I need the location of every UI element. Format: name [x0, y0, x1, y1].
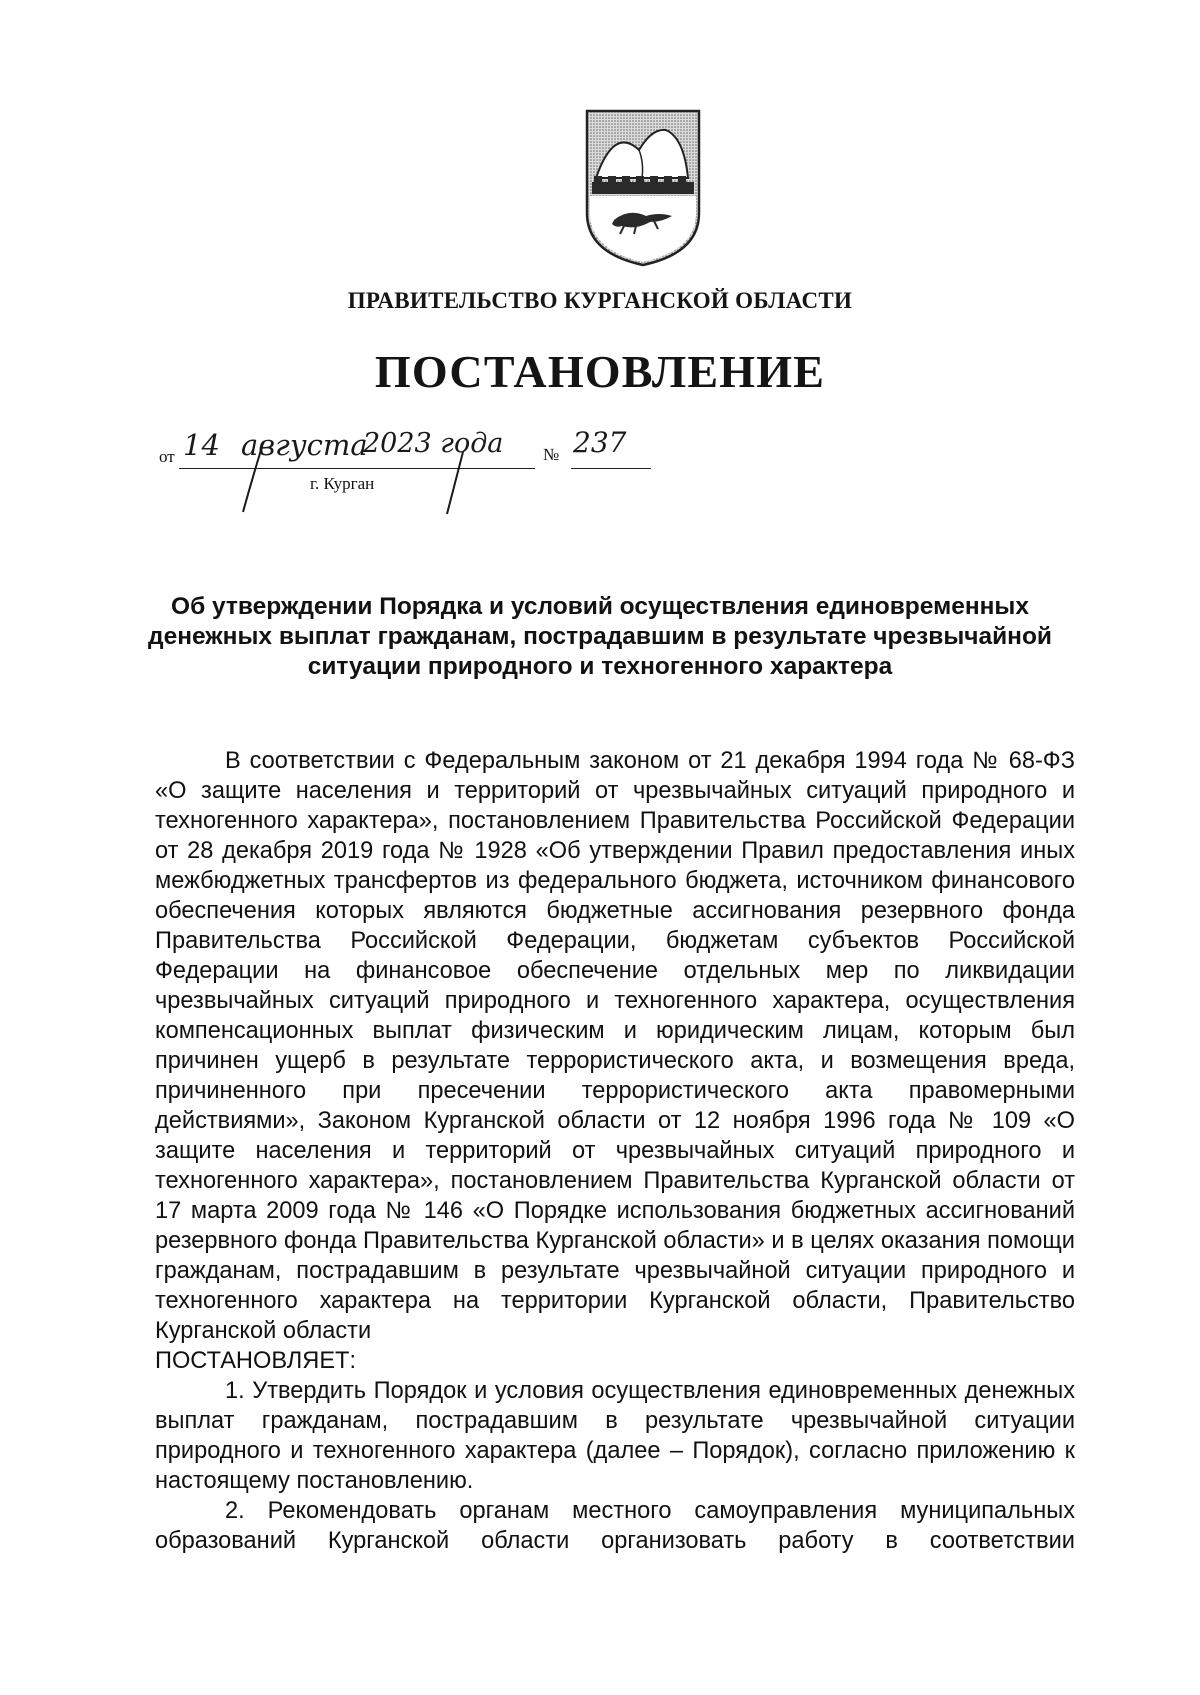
document-type-heading: ПОСТАНОВЛЕНИЕ [374, 346, 826, 397]
coat-of-arms-icon [584, 108, 702, 268]
title-line: Об утверждении Порядка и условий осуществления единовременных [171, 593, 1029, 620]
title-line: денежных выплат гражданам, пострадавшим в результате чрезвычайной [148, 623, 1052, 650]
handwriting-strokes-icon [155, 428, 675, 518]
date-prefix: от [159, 447, 175, 466]
issue-date-block [155, 428, 675, 518]
issue-day: 14 [183, 428, 220, 462]
resolves-word: ПОСТАНОВЛЯЕТ: [155, 1348, 357, 1374]
issue-month: августа [241, 428, 368, 462]
title-line: ситуации природного и техногенного характера [307, 653, 893, 680]
issue-city: г. Курган [310, 474, 375, 493]
document-body [155, 746, 1075, 1556]
issue-number: 237 [573, 426, 627, 459]
document-title [120, 592, 1080, 682]
government-name: ПРАВИТЕЛЬСТВО КУРГАНСКОЙ ОБЛАСТИ [347, 288, 853, 313]
item-1-paragraph: 1. Утвердить Порядок и условия осуществления единовременных денежных выплат гражданам, пострадавшим в результате чрезвычайной ситуации природного и техногенного характера (далее – Порядок), согласно приложению к настоящему постановлению. [155, 1378, 1075, 1494]
number-label: № [543, 445, 560, 464]
item-2-paragraph: 2. Рекомендовать органам местного самоуправления муниципальных образований Курганской области организовать работу в соответствии [155, 1498, 1075, 1554]
preamble-paragraph: В соответствии с Федеральным законом от 21 декабря 1994 года № 68-ФЗ «О защите населения и территорий от чрезвычайных ситуаций природного и техногенного характера», постановлением Правительства Российской Федерации от 28 декабря 2019 года № 1928 «Об утверждении Правил предоставления иных межбюджетных трансфертов из федерального бюджета, источником финансового обеспечения которых являются бюджетные ассигнования резервного фонда Правительства Российской Федерации, бюджетам субъектов Российской Федерации на финансовое обеспечение отдельных мер по ликвидации чрезвычайных ситуаций природного и техногенного характера, осуществления компенсационных выплат физическим и юридическим лицам, которым был причинен ущерб в результате террористического акта, и возмещения вреда, причиненного при пресечении террористического акта правомерными действиями», Законом Курганской области от 12 ноября 1996 года № 109 «О защите населения и территорий от чрезвычайных ситуаций природного и техногенного характера», постановлением Правительства Курганской области от 17 марта 2009 года № 146 «О Порядке использования бюджетных ассигнований резервного фонда Правительства Курганской области» и в целях оказания помощи гражданам, пострадавшим в результате чрезвычайной ситуации природного и техногенного характера на территории Курганской области, Правительство Курганской области [155, 748, 1075, 1344]
issue-year: 2023 года [363, 428, 504, 459]
